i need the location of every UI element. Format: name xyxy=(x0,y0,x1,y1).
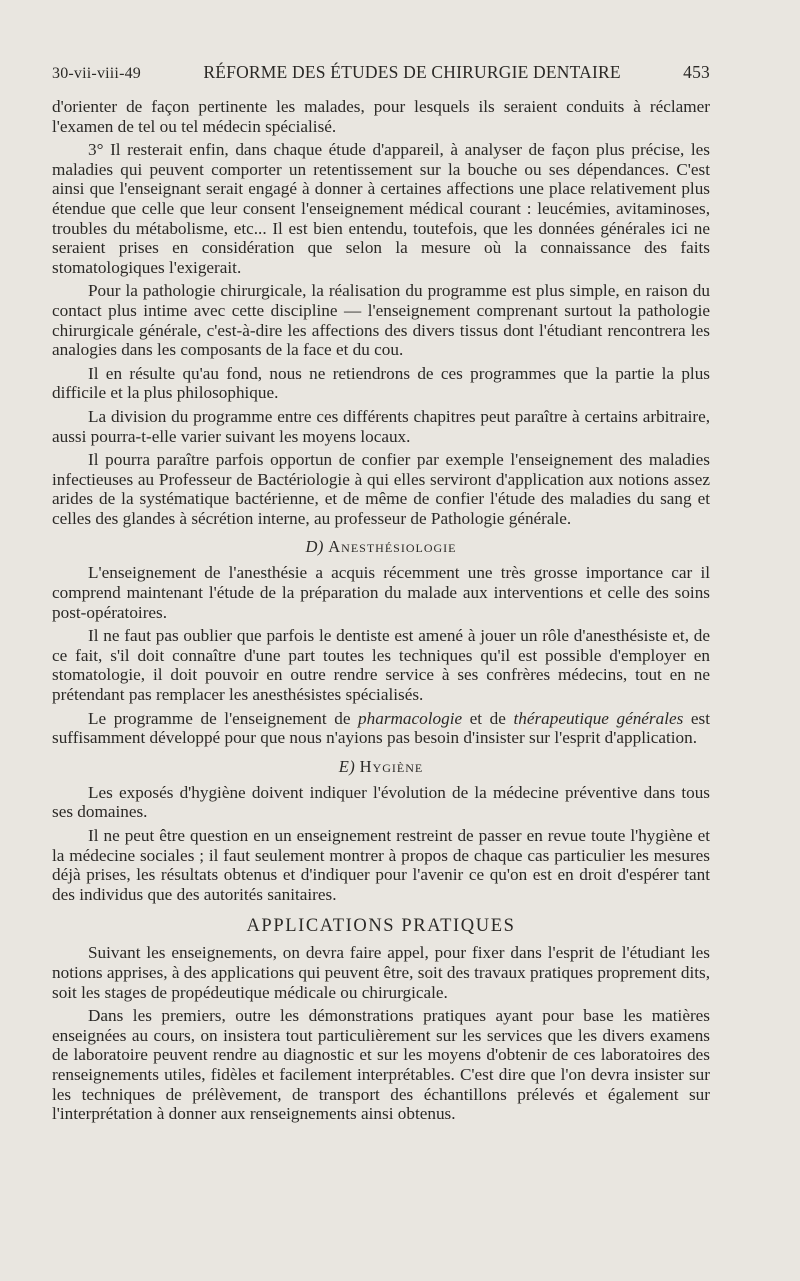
paragraph: Il ne faut pas oublier que parfois le dentiste est amené à jouer un rôle d'anesthésiste et, de ce fait, s'il doit connaître d'une part toutes les techniques qu'il est possible d'employer en stomatologie, il doit pouvoir en outre rendre service à ses confrères médecins, tout en ne prétendant pas remplacer les anesthésistes spécialisés. xyxy=(52,626,710,705)
paragraph: Pour la pathologie chirurgicale, la réalisation du programme est plus simple, en raison du contact plus intime avec cette discipline — l'enseignement comprenant surtout la pathologie chirurgicale générale, c'est-à-dire les affections des divers tissus dont l'étudiant rencontrera les analogies dans les composants de la face et du cou. xyxy=(52,281,710,360)
paragraph: Les exposés d'hygiène doivent indiquer l'évolution de la médecine préventive dans tous ses domaines. xyxy=(52,782,710,822)
header-title: RÉFORME DES ÉTUDES DE CHIRURGIE DENTAIRE xyxy=(203,62,621,82)
emphasis: thérapeutique générales xyxy=(513,708,684,728)
paragraph: Dans les premiers, outre les démonstrations pratiques ayant pour base les matières enseignées au cours, on insistera tout particulièrement sur les services que les divers examens de laboratoire peuvent rendre au diagnostic et sur les moyens d'obtenir de ces laboratoires des renseignements utiles, fidèles et facilement interprétables. C'est dire que l'on devra insister sur les techniques de prélèvement, de transport des échantillons prélevés et également sur l'interprétation à donner aux renseignements ainsi obtenus. xyxy=(52,1006,710,1124)
section-title: Anesthésiologie xyxy=(328,537,457,557)
paragraph: Suivant les enseignements, on devra faire appel, pour fixer dans l'esprit de l'étudiant les notions apprises, à des applications qui peuvent être, soit des travaux pratiques proprement dits, soit les stages de propédeutique médicale ou chirurgicale. xyxy=(52,943,710,1002)
section-heading-applications-pratiques: APPLICATIONS PRATIQUES xyxy=(246,916,516,937)
body-text xyxy=(52,97,710,1124)
section-heading-hygiene xyxy=(52,757,710,777)
paragraph: La division du programme entre ces différents chapitres peut paraître à certains arbitraire, aussi pourra-t-elle varier suivant les moyens locaux. xyxy=(52,406,710,446)
text-run: et de xyxy=(462,708,514,728)
paragraph: Il ne peut être question en un enseignement restreint de passer en revue toute l'hygiène et la médecine sociales ; il faut seulement montrer à propos de chaque cas particulier les mesures déjà prises, les résultats obtenus et d'indiquer pour l'avenir ce qu'on est en droit d'espérer tant des individus que des autorités sanitaires. xyxy=(52,826,710,904)
text-run: est suffisamment développé pour que nous n'ayions pas besoin d'insister sur l'esprit d'application. xyxy=(52,708,710,748)
emphasis: pharmacologie xyxy=(358,708,463,728)
section-heading-anesthesiologie xyxy=(52,537,710,557)
paragraph: Il pourra paraître parfois opportun de confier par exemple l'enseignement des maladies infectieuses au Professeur de Bactériologie à qui elles serviront d'application aux notions assez arides de la systématique bactérienne, et de même de confier l'étude des maladies du sang et celles des glandes à sécrétion interne, au professeur de Pathologie générale. xyxy=(52,450,710,528)
section-letter: E) xyxy=(338,756,356,776)
page-number: 453 xyxy=(683,62,710,82)
section-letter: D) xyxy=(305,537,324,557)
header-date: 30-vii-viii-49 xyxy=(52,65,142,82)
paragraph: Il en résulte qu'au fond, nous ne retiendrons de ces programmes que la partie la plus difficile et la plus philosophique. xyxy=(52,363,710,403)
paragraph-pharmacologie xyxy=(52,709,710,748)
paragraph: 3° Il resterait enfin, dans chaque étude d'appareil, à analyser de façon plus précise, les maladies qui peuvent comporter un retentissement sur la bouche ou ses dépendances. C'est ainsi que l'enseignant serait engagé à donner à certaines affections une place relativement plus étendue que celle que leur consent l'enseignement médical courant : leucémies, avitaminoses, troubles du métabolisme, etc... Il est bien entendu, toutefois, que les données générales ici ne seraient prises en considération que selon la mesure où la connaissance des faits stomatologiques l'exigerait. xyxy=(52,140,710,277)
paragraph: d'orienter de façon pertinente les malades, pour lesquels ils seraient conduits à réclamer l'examen de tel ou tel médecin spécialisé. xyxy=(52,97,710,136)
text-run: Le programme de l'enseignement de xyxy=(88,708,359,728)
section-title: Hygiène xyxy=(359,756,424,776)
paragraph: L'enseignement de l'anesthésie a acquis récemment une très grosse importance car il comprend maintenant l'étude de la préparation du malade aux interventions et celle des soins post-opératoires. xyxy=(52,563,710,622)
running-header xyxy=(52,62,710,83)
